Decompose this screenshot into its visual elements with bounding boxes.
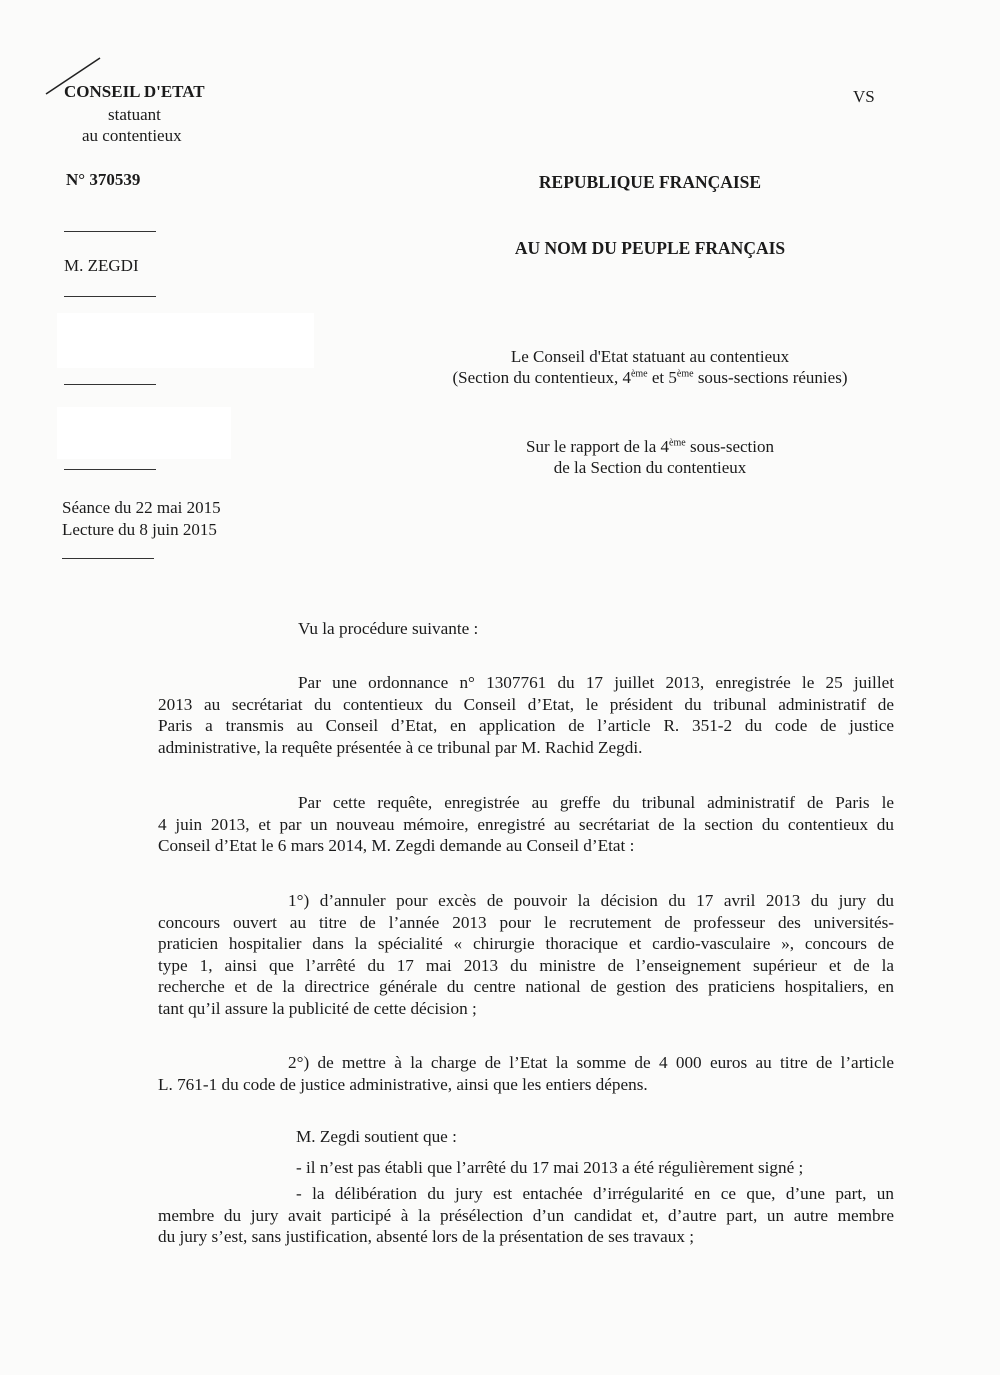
rapport-line-1: Sur le rapport de la 4ème sous-section xyxy=(526,437,774,456)
divider xyxy=(64,296,156,297)
party-name: M. ZEGDI xyxy=(64,256,139,275)
paragraph-conclusion-1: 1°) d’annuler pour excès de pouvoir la décision du 17 avril 2013 du jury du concours ouvert au titre de l’année 2013 pour le recrutement de professeur des universités- praticien hospitalier dans la spécialité « chirurgie thoracique et cardio-vasculaire », concours de type 1, ainsi que l’arrêté du 17 mai 2013 du ministre de l’enseignement supérieur et de la recherche et de la directrice générale du centre national de gestion des praticiens hospitaliers, en tant qu’il assure la publicité de cette décision ; xyxy=(158,891,894,1018)
nom-peuple-heading: AU NOM DU PEUPLE FRANÇAIS xyxy=(514,238,786,258)
redacted-area xyxy=(57,407,231,459)
moyen-1: - il n’est pas établi que l’arrêté du 17 mai 2013 a été régulièrement signé ; xyxy=(296,1158,804,1177)
paragraph-requete: Par cette requête, enregistrée au greffe du tribunal administratif de Paris le 4 juin 2013, et par un nouveau mémoire, enregistré au secrétariat de la section du contentieux du Conseil d’Etat le 6 mars 2014, M. Zegdi demande au Conseil d’Etat : xyxy=(158,793,894,856)
divider xyxy=(64,469,156,470)
formation-block xyxy=(420,346,880,388)
divider xyxy=(64,231,156,232)
vs-mark: VS xyxy=(853,87,875,106)
vu-procedure: Vu la procédure suivante : xyxy=(298,619,479,638)
formation-line-1: Le Conseil d'Etat statuant au contentieux xyxy=(510,347,790,366)
court-name: CONSEIL D'ETAT xyxy=(64,82,205,101)
republic-heading: REPUBLIQUE FRANÇAISE xyxy=(538,172,762,192)
redacted-area xyxy=(57,313,314,368)
divider xyxy=(62,558,154,559)
seance-date: Séance du 22 mai 2015 xyxy=(62,498,221,517)
divider xyxy=(64,384,156,385)
statuant-label: statuant xyxy=(108,105,161,124)
case-number: N° 370539 xyxy=(66,170,141,189)
lecture-date: Lecture du 8 juin 2015 xyxy=(62,520,217,539)
paragraph-conclusion-2: 2°) de mettre à la charge de l’Etat la somme de 4 000 euros au titre de l’article L. 761-1 du code de justice administrative, ainsi que les entiers dépens. xyxy=(158,1053,894,1094)
paragraph-ordonnance: Par une ordonnance n° 1307761 du 17 juillet 2013, enregistrée le 25 juillet 2013 au secrétariat du contentieux du Conseil d’Etat, le président du tribunal administratif de Paris a transmis au Conseil d’Etat, en application de l’article R. 351-2 du code de justice administrative, la requête présentée à ce tribunal par M. Rachid Zegdi. xyxy=(158,673,894,757)
formation-line-2: (Section du contentieux, 4ème et 5ème sous-sections réunies) xyxy=(452,368,848,387)
rapport-line-2: de la Section du contentieux xyxy=(553,458,747,477)
soutient-heading: M. Zegdi soutient que : xyxy=(296,1127,457,1146)
rapport-block xyxy=(450,436,850,478)
moyen-2: - la délibération du jury est entachée d’irrégularité en ce que, d’une part, un membre du jury avait participé à la présélection d’un candidat et, d’autre part, un autre membre du jury s’est, sans justification, absenté lors de la présentation de ses travaux ; xyxy=(158,1184,894,1247)
contentieux-label: au contentieux xyxy=(82,126,182,145)
